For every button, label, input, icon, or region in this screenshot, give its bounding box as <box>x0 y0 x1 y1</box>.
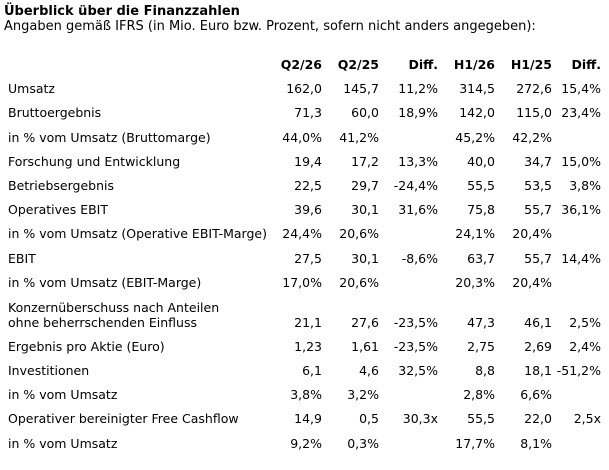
cell-diff-h <box>552 426 609 450</box>
cell-q2-26: 27,5 <box>294 250 322 266</box>
cell-h1-26: 55,5 <box>467 411 495 427</box>
cell-h1-25: 55,7 <box>524 250 552 266</box>
cell-h1-26: 47,3 <box>467 314 495 330</box>
cell-diff-h: 2,5% <box>569 314 601 330</box>
cell-diff-h: 23,4% <box>561 105 601 121</box>
cell-diff-h <box>552 378 609 402</box>
cell-h1-25: 20,4% <box>512 226 552 242</box>
cell-h1-25: 272,6 <box>516 81 552 97</box>
row-label-text: EBIT <box>8 250 36 266</box>
cell-q2-26: 162,0 <box>286 81 322 97</box>
cell-q2-25: 17,2 <box>351 153 379 169</box>
table-row <box>0 402 609 426</box>
header-h1-25: H1/25 <box>510 57 552 72</box>
row-label-text: Ergebnis pro Aktie (Euro) <box>8 338 165 354</box>
cell-h1-26: 55,5 <box>467 177 495 193</box>
cell-diff-h: 3,8% <box>569 177 601 193</box>
row-label-text: Bruttoergebnis <box>8 105 102 121</box>
cell-h1-25: 53,5 <box>524 177 552 193</box>
cell-q2-25: 41,2% <box>339 129 379 145</box>
cell-q2-26: 3,8% <box>290 387 322 403</box>
cell-diff-h: 15,4% <box>561 81 601 97</box>
cell-q2-25: 30,1 <box>351 250 379 266</box>
cell-q2-25: 0,5 <box>359 411 379 427</box>
cell-q2-25: 1,61 <box>351 338 379 354</box>
row-label <box>0 241 262 265</box>
row-label <box>0 193 262 217</box>
cell-q2-25: 30,1 <box>351 202 379 218</box>
header-h1-26: H1/26 <box>453 57 495 72</box>
cell-diff-q: 30,3x <box>402 411 438 427</box>
cell-h1-26: 17,7% <box>455 435 495 451</box>
row-label <box>0 330 262 354</box>
row-label <box>0 402 262 426</box>
cell-diff-q: 32,5% <box>398 363 438 379</box>
cell-diff-h: 2,5x <box>573 411 601 427</box>
cell-h1-26: 142,0 <box>459 105 495 121</box>
cell-h1-25: 20,4% <box>512 274 552 290</box>
cell-q2-26: 24,4% <box>282 226 322 242</box>
cell-h1-26: 75,8 <box>467 202 495 218</box>
cell-h1-26: 24,1% <box>455 226 495 242</box>
cell-diff-h: 14,4% <box>561 250 601 266</box>
cell-h1-25: 6,6% <box>520 387 552 403</box>
cell-q2-26: 39,6 <box>294 202 322 218</box>
cell-q2-25: 3,2% <box>347 387 379 403</box>
cell-h1-25: 2,69 <box>524 338 552 354</box>
row-label-text: in % vom Umsatz (EBIT-Marge) <box>8 274 202 290</box>
cell-diff-q: 13,3% <box>398 153 438 169</box>
row-label-text: Operatives EBIT <box>8 202 109 218</box>
table-subtitle: Angaben gemäß IFRS (in Mio. Euro bzw. Prozent, sofern nicht anders angegeben): <box>4 19 536 34</box>
header-label <box>0 48 262 72</box>
cell-q2-26: 19,4 <box>294 153 322 169</box>
table-row <box>0 217 609 241</box>
cell-q2-25: 60,0 <box>351 105 379 121</box>
cell-q2-26: 9,2% <box>290 435 322 451</box>
cell-diff-q: 31,6% <box>398 202 438 218</box>
cell-h1-26: 2,8% <box>463 387 495 403</box>
cell-diff-q: -23,5% <box>393 314 438 330</box>
cell-q2-26: 17,0% <box>282 274 322 290</box>
cell-q2-25: 145,7 <box>343 81 379 97</box>
table-row <box>0 426 609 450</box>
cell-h1-25: 42,2% <box>512 129 552 145</box>
row-label-text: Umsatz <box>8 81 55 97</box>
cell-q2-26: 1,23 <box>294 338 322 354</box>
cell-diff-q <box>379 120 438 144</box>
table-row <box>0 96 609 120</box>
cell-q2-25: 20,6% <box>339 226 379 242</box>
cell-h1-25: 18,1 <box>524 363 552 379</box>
cell-h1-26: 8,8 <box>475 363 495 379</box>
row-label <box>0 72 262 96</box>
row-label-text: Forschung und Entwicklung <box>8 153 181 169</box>
cell-q2-25: 27,6 <box>351 314 379 330</box>
financials-table <box>0 48 609 451</box>
row-label-text: Konzernüberschuss nach Anteilen <box>8 299 220 315</box>
row-label <box>0 266 262 290</box>
cell-q2-26: 14,9 <box>294 411 322 427</box>
cell-h1-25: 8,1% <box>520 435 552 451</box>
cell-diff-q <box>379 426 438 450</box>
header-row <box>0 48 609 72</box>
table-row <box>0 145 609 169</box>
row-label-text: in % vom Umsatz <box>8 435 118 451</box>
cell-q2-26: 21,1 <box>294 314 322 330</box>
cell-diff-q: 18,9% <box>398 105 438 121</box>
cell-diff-q: 11,2% <box>398 81 438 97</box>
table-title: Überblick über die Finanzzahlen <box>4 4 240 19</box>
row-label-text: Operativer bereinigter Free Cashflow <box>8 411 239 427</box>
row-label <box>0 354 262 378</box>
header-q2-26: Q2/26 <box>280 57 322 72</box>
table-row <box>0 241 609 265</box>
cell-h1-26: 314,5 <box>459 81 495 97</box>
row-label-text: in % vom Umsatz (Operative EBIT-Marge) <box>8 226 267 242</box>
cell-h1-26: 40,0 <box>467 153 495 169</box>
cell-diff-q <box>379 378 438 402</box>
cell-h1-26: 63,7 <box>467 250 495 266</box>
table-row <box>0 193 609 217</box>
row-label-text: Investitionen <box>8 363 90 379</box>
cell-h1-25: 22,0 <box>524 411 552 427</box>
table-row <box>0 120 609 144</box>
cell-q2-25: 4,6 <box>359 363 379 379</box>
cell-q2-25: 29,7 <box>351 177 379 193</box>
row-label <box>0 426 262 450</box>
cell-h1-26: 20,3% <box>455 274 495 290</box>
cell-diff-h <box>552 266 609 290</box>
cell-h1-25: 115,0 <box>516 105 552 121</box>
cell-q2-26: 71,3 <box>294 105 322 121</box>
cell-h1-25: 55,7 <box>524 202 552 218</box>
cell-h1-26: 45,2% <box>455 129 495 145</box>
table-row <box>0 169 609 193</box>
cell-h1-26: 2,75 <box>467 338 495 354</box>
cell-diff-q: -23,5% <box>393 338 438 354</box>
cell-h1-25: 34,7 <box>524 153 552 169</box>
row-label <box>0 145 262 169</box>
cell-diff-h: 2,4% <box>569 338 601 354</box>
table-row <box>0 290 609 330</box>
table-row <box>0 266 609 290</box>
cell-h1-25: 46,1 <box>524 314 552 330</box>
row-label-text: in % vom Umsatz <box>8 387 118 403</box>
cell-diff-q <box>379 266 438 290</box>
header-diff-h: Diff. <box>571 57 601 72</box>
cell-q2-26: 22,5 <box>294 177 322 193</box>
row-label <box>0 169 262 193</box>
table-body <box>0 72 609 451</box>
row-label <box>0 217 267 242</box>
cell-q2-26: 44,0% <box>282 129 322 145</box>
row-label <box>0 96 262 120</box>
cell-q2-25: 0,3% <box>347 435 379 451</box>
table-row <box>0 378 609 402</box>
cell-diff-q: -24,4% <box>393 177 438 193</box>
row-label <box>0 290 262 330</box>
row-label-text-line2: ohne beherrschenden Einfluss <box>8 314 198 330</box>
header-diff-q: Diff. <box>408 57 438 72</box>
table-row <box>0 354 609 378</box>
cell-diff-h: -51,2% <box>556 363 601 379</box>
cell-diff-h <box>552 120 609 144</box>
cell-diff-h: 15,0% <box>561 153 601 169</box>
cell-q2-25: 20,6% <box>339 274 379 290</box>
cell-diff-h <box>552 217 609 241</box>
cell-diff-q: -8,6% <box>401 250 438 266</box>
cell-diff-q <box>379 217 438 241</box>
row-label-text: Betriebsergebnis <box>8 177 114 193</box>
table-row <box>0 72 609 96</box>
row-label <box>0 378 262 402</box>
cell-q2-26: 6,1 <box>302 363 322 379</box>
row-label <box>0 120 262 144</box>
header-q2-25: Q2/25 <box>337 57 379 72</box>
table-row <box>0 330 609 354</box>
row-label-text: in % vom Umsatz (Bruttomarge) <box>8 129 211 145</box>
cell-diff-h: 36,1% <box>561 202 601 218</box>
